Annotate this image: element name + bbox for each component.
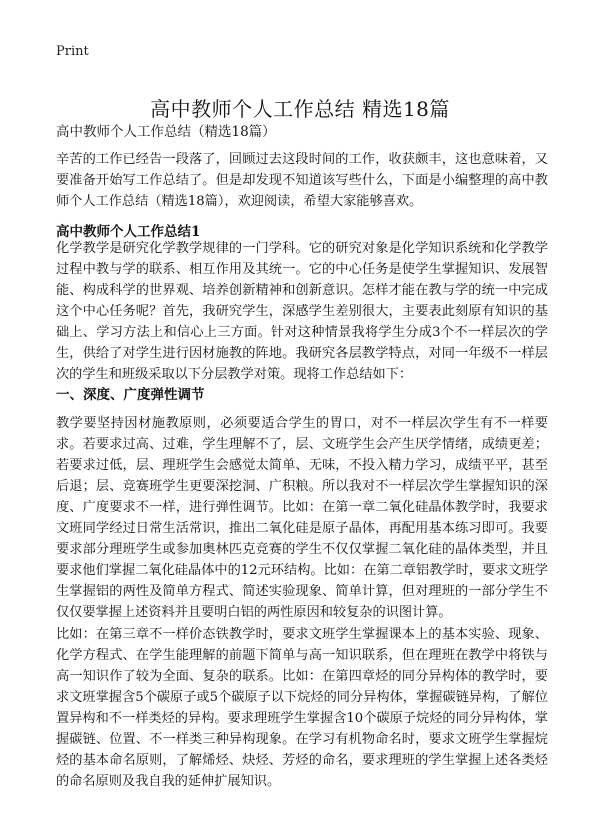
intro-paragraph: 辛苦的工作已经告一段落了，回顾过去这段时间的工作，收获颇丰，这也意味着，又要准备开始写工作总结了。但是却发现不知道该写些什么，下面是小编整理的高中教师个人工作总结（精选18篇），欢迎阅读，希望大家能够喜欢。 [56,152,548,209]
body-paragraph-3: 比如：在第三章不一样价态铁教学时，要求文班学生掌握课本上的基本实验、现象、化学方程式、在学生能理解的前题下简单与高一知识联系，但在理班在教学中将铁与高一知识作了较为全面、复杂的联系。比如：在第四章烃的同分异构体的教学时，要求文班掌握含5个碳原子或5个碳原子以下烷烃的同分异构体，掌握碳链异构，了解位置异构和不一样类烃的异构。要求理班学生掌握含10个碳原子烷烃的同分异构体，掌握碳链、位置、不一样类三种异构现象。在学习有机物命名时，要求文班学生掌握烷烃的基本命名原则，了解烯烃、炔烃、芳烃的命名，要求理班的学生掌握上述各类烃的命名原则及我自我的延伸扩展知识。 [56,627,548,789]
print-link[interactable]: Print [56,44,89,59]
page-title: 高中教师个人工作总结 精选18篇 [150,97,450,122]
document-subtitle: 高中教师个人工作总结（精选18篇） [56,124,276,140]
section-heading-1: 高中教师个人工作总结1 [56,224,201,240]
subheading-depth-breadth: 一、深度、广度弹性调节 [56,387,205,403]
section-1-paragraph: 化学教学是研究化学教学规律的一门学科。它的研究对象是化学知识系统和化学教学过程中教与学的联系、相互作用及其统一。它的中心任务是使学生掌握知识、发展智能、构成科学的世界观、培养创新精神和创新意识。怎样才能在教与学的统一中完成这个中心任务呢？首先，我研究学生，深感学生差别很大，主要表此刻原有知识的基础上、学习方法上和信心上三方面。针对这种情景我将学生分成3个不一样层次的学生，供给了对学生进行因材施教的阵地。我研究各层教学特点，对同一年级不一样层次的学生和班级采取以下分层教学对策。现将工作总结如下： [56,241,548,382]
body-paragraph-2: 教学要坚持因材施教原则，必须要适合学生的胃口，对不一样层次学生有不一样要求。若要求过高、过难，学生理解不了，层、文班学生会产生厌学情绪，成绩更差；若要求过低，层、理班学生会感觉太简单、无味，不投入精力学习，成绩平平，甚至后退；层、竞赛班学生更要深挖洞、广积粮。所以我对不一样层次学生掌握知识的深度、广度要求不一样，进行弹性调节。比如：在第一章二氧化硅晶体教学时，我要求文班同学经过日常生活常识，推出二氧化硅是原子晶体，再配用基本练习即可。我要要求部分理班学生或参加奥林匹克竞赛的学生不仅仅掌握二氧化硅的晶体类型，并且要求他们掌握二氧化硅晶体中的12元环结构。比如：在第二章铝教学时，要求文班学生掌握铝的两性及简单方程式、简述实验现象、简单计算，但对理班的一部分学生不仅仅要掌握上述资料并且要明白铝的两性原因和较复杂的识图计算。 [56,416,548,620]
